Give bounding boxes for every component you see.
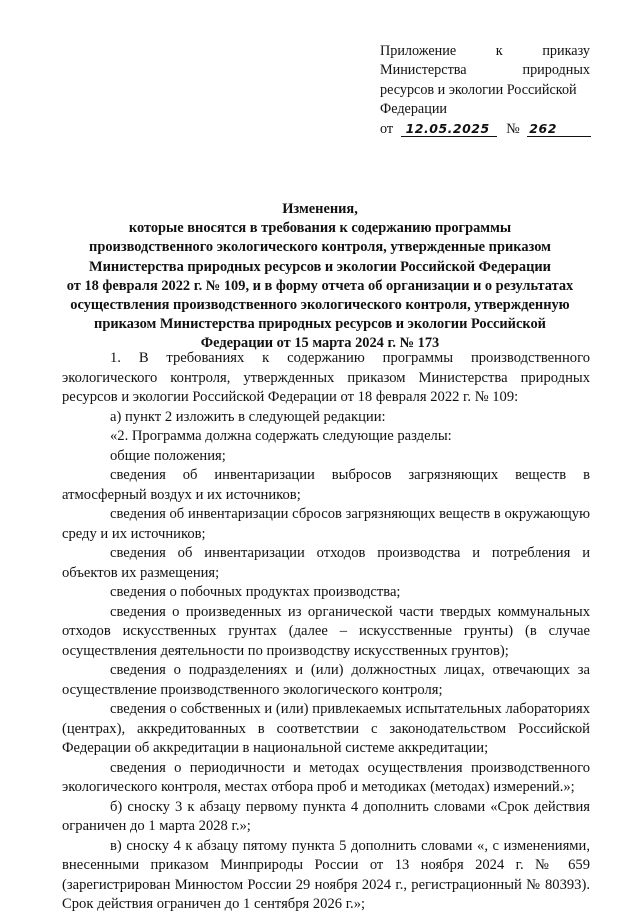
order-reference [380, 120, 590, 139]
paragraph: сведения об инвентаризации отходов производства и потребления и объектов их размещения; [62, 545, 590, 581]
appendix-word: природных [522, 62, 590, 79]
appendix-word: к [495, 43, 503, 59]
appendix-line-2 [380, 61, 590, 80]
paragraph: а) пункт 2 изложить в следующей редакции: [110, 408, 386, 425]
paragraph: сведения о периодичности и методах осуществления производственного экологического контроля, местах отбора проб и методиках (методах) измерений.»; [62, 759, 590, 795]
paragraph: сведения о подразделениях и (или) должностных лицах, отвечающих за осуществление производственного экологического контроля; [62, 662, 590, 698]
paragraph: сведения об инвентаризации выбросов загрязняющих веществ в атмосферный воздух и их источников; [62, 467, 590, 503]
appendix-line-3: ресурсов и экологии Российской [380, 81, 577, 98]
number-sign: № [506, 120, 520, 137]
appendix-word: Министерства [380, 62, 467, 79]
document-body [62, 349, 590, 915]
from-label: от [380, 120, 394, 137]
document-title [40, 200, 600, 354]
appendix-word: Приложение [380, 43, 457, 59]
title-line: которые вносятся в требования к содержанию программы [128, 220, 512, 237]
appendix-line-1 [380, 42, 590, 61]
paragraph: сведения о произведенных из органической части твердых коммунальных отходов искусственных грунтах (далее – искусственные грунты) (в случае осуществления деятельности по производству искусственных грунтов); [62, 603, 590, 659]
paragraph: 1. В требованиях к содержанию программы производственного экологического контроля, утвержденных приказом Министерства природных ресурсов и экологии Российской Федерации от 18 февраля 2022 г. № 109: [62, 350, 590, 405]
title-line: Министерства природных ресурсов и экологии Российской Федерации [89, 258, 551, 275]
paragraph: сведения о побочных продуктах производства; [110, 584, 401, 600]
handwritten-number: 262 [527, 122, 591, 137]
paragraph: б) сноску 3 к абзацу первому пункта 4 дополнить словами «Срок действия ограничен до 1 марта 2028 г.»; [62, 798, 590, 834]
paragraph: «2. Программа должна содержать следующие разделы: [110, 428, 452, 444]
title-line: осуществления производственного экологического контроля, утвержденную [70, 297, 570, 314]
title-line: Изменения, [282, 201, 358, 217]
paragraph: сведения об инвентаризации сбросов загрязняющих веществ в окружающую среду и их источников; [62, 506, 590, 542]
title-line: от 18 февраля 2022 г. № 109, и в форму отчета об организации и о результатах [66, 277, 574, 294]
handwritten-date: 12.05.2025 [401, 122, 497, 137]
title-line: приказом Министерства природных ресурсов и экологии Российской [94, 316, 546, 333]
title-line: производственного экологического контроля, утвержденные приказом [89, 239, 551, 256]
appendix-word: приказу [542, 43, 590, 59]
paragraph: в) сноску 4 к абзацу пятому пункта 5 дополнить словами «, с изменениями, внесенными приказом Минприроды России от 13 ноября 2024 г. № 659 (зарегистрирован Минюстом России 29 ноября 2024 г., регистрационный № 80393). Срок действия ограничен до 1 сентября 2026 г.»; [62, 837, 590, 912]
paragraph: сведения о собственных и (или) привлекаемых испытательных лабораториях (центрах), аккредитованных в соответствии с законодательством Российской Федерации об аккредитации в национальной системе аккредитации; [62, 701, 590, 756]
appendix-header [380, 42, 590, 139]
appendix-line-4: Федерации [380, 101, 448, 118]
paragraph: общие положения; [110, 447, 226, 464]
title-line: Федерации от 15 марта 2024 г. № 173 [200, 335, 440, 352]
